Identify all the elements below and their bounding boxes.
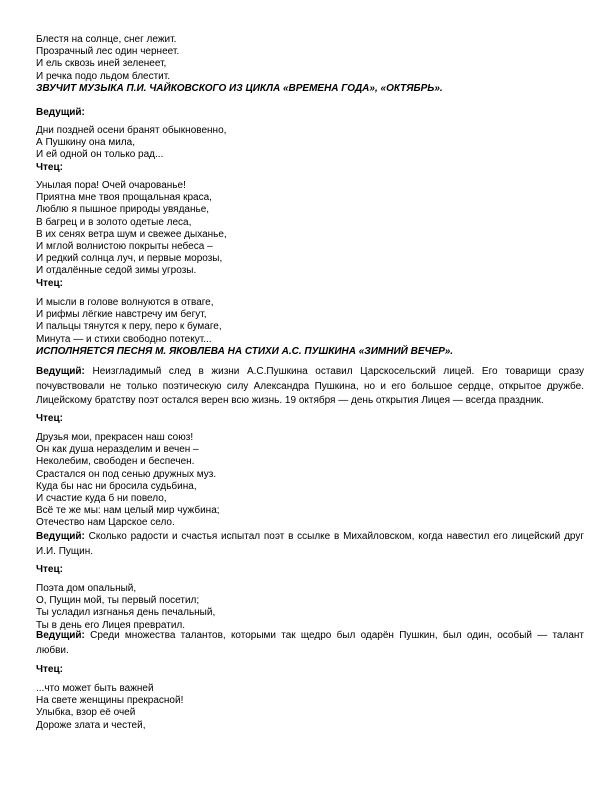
verse-line: Он как душа неразделим и вечен – — [36, 444, 199, 456]
speaker-host-label: Ведущий: — [36, 630, 85, 641]
verse-line: Ты усладил изгнанья день печальный, — [36, 607, 216, 619]
speaker-host-label: Ведущий: — [36, 531, 85, 542]
reader-section-love — [36, 664, 63, 676]
host-paragraph-lyceum — [36, 365, 584, 409]
host-text: Сколько радости и счастья испытал поэт в ссылке в Михайловском, когда навестил его лицейский друг И.И. Пущин. — [36, 531, 585, 557]
verse-line: Улыбка, взор её очей — [36, 707, 136, 719]
verse-line: А Пушкину она мила, — [36, 137, 135, 149]
verse-line: В багрец и в золото одетые леса, — [36, 216, 192, 228]
verse-line: ...что может быть важней — [36, 683, 154, 694]
verse-line: И редкий солнца луч, и первые морозы, — [36, 253, 223, 265]
verse-line: И рифмы лёгкие навстречу им бегут, — [36, 309, 207, 321]
verse-line: Неколебим, свободен и беспечен. — [36, 456, 195, 468]
verse-line: И мысли в голове волнуются в отваге, — [36, 297, 214, 308]
verse-line: Поэта дом опальный, — [36, 583, 137, 594]
speaker-host-label: Ведущий: — [36, 366, 85, 377]
speaker-host-label: Ведущий: — [36, 107, 85, 118]
verse-line: Друзья мои, прекрасен наш союз! — [36, 432, 194, 443]
verse-line: В их сенях ветра шум и свежее дыханье, — [36, 228, 227, 240]
verse-line: И мглой волнистою покрыты небеса – — [36, 240, 213, 252]
verse-line: Прозрачный лес один чернеет. — [36, 46, 180, 58]
host-section-1 — [36, 107, 85, 119]
host-text: Среди множества талантов, которыми так щедро был одарён Пушкин, был один, особый — талант любви. — [36, 630, 584, 656]
host-verse-autumn — [36, 125, 226, 174]
verse-line: Блестя на солнце, снег лежит. — [36, 34, 177, 45]
speaker-reader-label: Чтец: — [36, 161, 63, 173]
stage-direction-music: ЗВУЧИТ МУЗЫКА П.И. ЧАЙКОВСКОГО ИЗ ЦИКЛА «ВРЕМЕНА ГОДА», «ОКТЯБРЬ». — [36, 82, 443, 94]
verse-line: Ты в день его Лицея превратил. — [36, 619, 186, 631]
verse-line: И ель сквозь иней зеленеет, — [36, 58, 167, 70]
verse-autumn — [36, 180, 227, 290]
verse-friends — [36, 432, 220, 530]
reader-section-pushchin — [36, 564, 63, 576]
speaker-reader-label: Чтец: — [36, 277, 63, 289]
host-text: Неизгладимый след в жизни А.С.Пушкина оставил Царскосельский лицей. Его товарищи сразу почувствовали не только поэтическую силу Александра Пушкина, но и его большое сердце, открытое дружбе. Лицейскому братству поэт остался верен всю жизнь. 19 октября — день открытия Лицея — всегда праздник. — [36, 366, 584, 407]
verse-line: И пальцы тянутся к перу, перо к бумаге, — [36, 321, 222, 333]
verse-line: Люблю я пышное природы увяданье, — [36, 204, 210, 216]
verse-line: Срастался он под сенью дружных муз. — [36, 468, 217, 480]
verse-line: О, Пущин мой, ты первый посетил; — [36, 595, 200, 607]
speaker-reader-label: Чтец: — [36, 413, 63, 424]
verse-line: И счастие куда б ни повело, — [36, 492, 167, 504]
verse-winter-morning — [36, 34, 443, 95]
verse-line: И речка подо льдом блестит. — [36, 70, 171, 82]
verse-line: Всё те же мы: нам целый мир чужбина; — [36, 505, 220, 517]
speaker-reader-label: Чтец: — [36, 564, 63, 575]
host-paragraph-love — [36, 629, 584, 658]
reader-section-friends — [36, 413, 63, 425]
verse-line: На свете женщины прекрасной! — [36, 695, 184, 707]
verse-line: Унылая пора! Очей очарованье! — [36, 180, 186, 191]
verse-pushchin — [36, 583, 215, 632]
verse-line: Дни поздней осени бранят обыкновенно, — [36, 125, 227, 136]
verse-thoughts — [36, 297, 453, 358]
stage-direction-song: ИСПОЛНЯЕТСЯ ПЕСНЯ М. ЯКОВЛЕВА НА СТИХИ А.С. ПУШКИНА «ЗИМНИЙ ВЕЧЕР». — [36, 345, 454, 357]
verse-line: Приятна мне твоя прощальная краса, — [36, 192, 212, 204]
host-paragraph-pushchin — [36, 530, 584, 559]
verse-line: Минута — и стихи свободно потекут... — [36, 333, 212, 345]
verse-love — [36, 683, 183, 732]
speaker-reader-label: Чтец: — [36, 664, 63, 675]
verse-line: И ей одной он только рад... — [36, 149, 164, 161]
verse-line: Куда бы нас ни бросила судьбина, — [36, 480, 197, 492]
verse-line: Дороже злата и честей, — [36, 719, 146, 731]
verse-line: Отечество нам Царское село. — [36, 517, 175, 529]
verse-line: И отдалённые седой зимы угрозы. — [36, 265, 197, 277]
